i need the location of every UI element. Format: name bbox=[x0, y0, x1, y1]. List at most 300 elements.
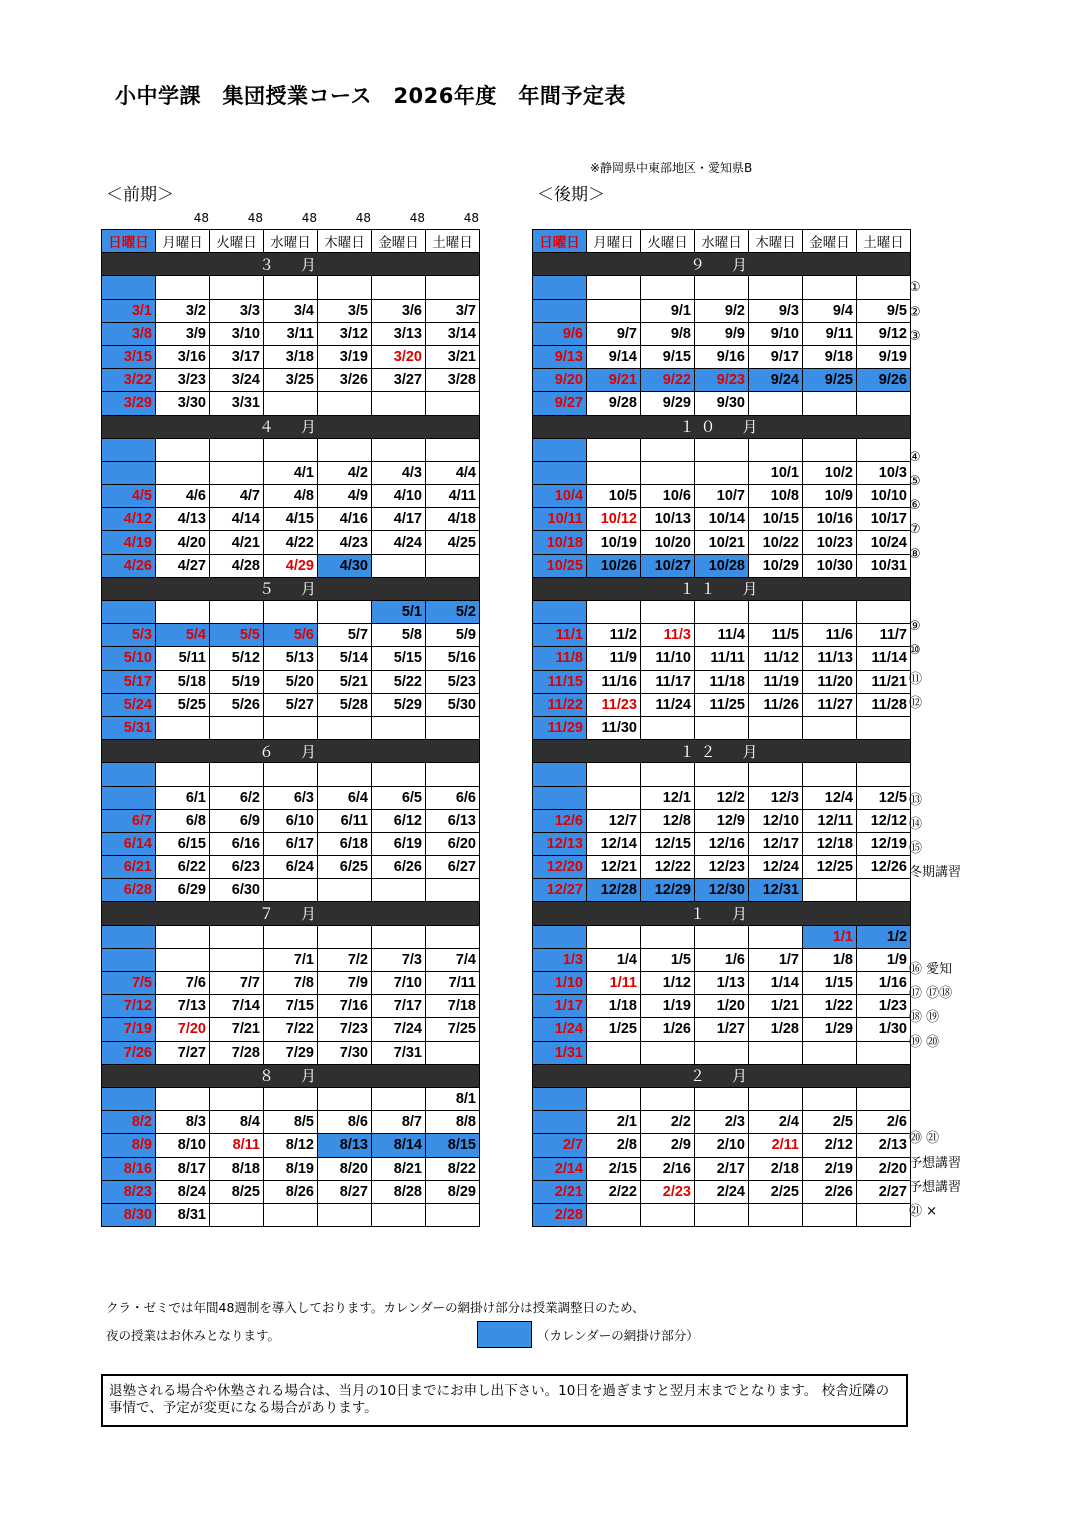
day-cell-sun bbox=[102, 601, 156, 624]
day-cell-fri: 4/17 bbox=[372, 508, 426, 531]
second-half-label: ＜後期＞ bbox=[537, 185, 605, 205]
week-note: ⑳ ㉑ bbox=[909, 1131, 940, 1147]
week-row bbox=[533, 345, 911, 368]
day-cell-fri: 1/29 bbox=[803, 1018, 857, 1041]
day-cell-fri: 10/9 bbox=[803, 485, 857, 508]
day-cell-sun bbox=[533, 461, 587, 484]
week-row bbox=[533, 369, 911, 392]
day-cell-fri: 5/29 bbox=[372, 693, 426, 716]
day-cell-mon: 9/28 bbox=[587, 392, 641, 415]
day-cell-sat bbox=[426, 879, 480, 902]
day-cell-mon: 8/3 bbox=[156, 1111, 210, 1134]
day-cell-sun: 12/6 bbox=[533, 809, 587, 832]
day-cell-fri: 9/4 bbox=[803, 299, 857, 322]
day-cell-mon: 2/22 bbox=[587, 1180, 641, 1203]
day-cell-wed: 9/23 bbox=[695, 369, 749, 392]
day-cell-wed bbox=[695, 1203, 749, 1226]
day-cell-wed: 7/8 bbox=[264, 972, 318, 995]
weekday-sun: 日曜日 bbox=[533, 230, 587, 253]
day-cell-wed: 2/10 bbox=[695, 1134, 749, 1157]
day-cell-wed: 12/23 bbox=[695, 856, 749, 879]
day-cell-mon: 4/13 bbox=[156, 508, 210, 531]
day-cell-fri bbox=[803, 276, 857, 299]
day-cell-mon bbox=[587, 925, 641, 948]
week-row bbox=[533, 1134, 911, 1157]
weekday-sat: 土曜日 bbox=[426, 230, 480, 253]
day-cell-tue: 6/16 bbox=[210, 832, 264, 855]
week-row bbox=[533, 531, 911, 554]
day-cell-wed bbox=[695, 925, 749, 948]
week-row bbox=[533, 670, 911, 693]
week-note: 予想講習 bbox=[909, 1179, 962, 1195]
week-row bbox=[102, 508, 480, 531]
week-row bbox=[102, 925, 480, 948]
day-cell-thu: 9/10 bbox=[749, 322, 803, 345]
day-cell-tue: 7/28 bbox=[210, 1041, 264, 1064]
day-cell-fri: 9/18 bbox=[803, 345, 857, 368]
week-row bbox=[533, 438, 911, 461]
week-note: ⑬ bbox=[909, 792, 923, 808]
weekday-mon: 月曜日 bbox=[587, 230, 641, 253]
day-cell-mon: 7/13 bbox=[156, 995, 210, 1018]
week-row bbox=[533, 508, 911, 531]
week-row bbox=[102, 276, 480, 299]
week-row bbox=[102, 670, 480, 693]
day-cell-mon: 11/30 bbox=[587, 716, 641, 739]
week-row bbox=[533, 1203, 911, 1226]
day-cell-fri: 11/13 bbox=[803, 647, 857, 670]
day-cell-thu: 5/21 bbox=[318, 670, 372, 693]
week-row bbox=[533, 786, 911, 809]
day-cell-mon: 1/18 bbox=[587, 995, 641, 1018]
day-cell-thu: 10/8 bbox=[749, 485, 803, 508]
footer-line-2: 夜の授業はお休みとなります。 bbox=[106, 1328, 281, 1343]
day-cell-tue: 2/9 bbox=[641, 1134, 695, 1157]
day-cell-sun: 3/1 bbox=[102, 299, 156, 322]
month-header: ６ 月 bbox=[102, 740, 480, 763]
day-cell-tue bbox=[210, 763, 264, 786]
day-cell-sun bbox=[533, 299, 587, 322]
day-cell-tue bbox=[641, 461, 695, 484]
day-cell-tue: 4/28 bbox=[210, 554, 264, 577]
day-cell-sat: 3/14 bbox=[426, 322, 480, 345]
day-cell-sun: 9/27 bbox=[533, 392, 587, 415]
weekday-mon: 月曜日 bbox=[156, 230, 210, 253]
day-cell-sun: 2/28 bbox=[533, 1203, 587, 1226]
day-cell-sat bbox=[857, 716, 911, 739]
day-cell-sat: 5/30 bbox=[426, 693, 480, 716]
day-cell-thu: 3/26 bbox=[318, 369, 372, 392]
day-cell-fri: 12/18 bbox=[803, 832, 857, 855]
day-cell-thu: 6/4 bbox=[318, 786, 372, 809]
day-cell-tue bbox=[641, 716, 695, 739]
day-cell-sun: 3/29 bbox=[102, 392, 156, 415]
day-cell-wed: 7/15 bbox=[264, 995, 318, 1018]
week-row bbox=[533, 1157, 911, 1180]
day-cell-fri: 12/4 bbox=[803, 786, 857, 809]
day-cell-wed: 10/7 bbox=[695, 485, 749, 508]
day-cell-tue: 5/12 bbox=[210, 647, 264, 670]
week-row bbox=[533, 763, 911, 786]
day-cell-thu: 9/24 bbox=[749, 369, 803, 392]
day-cell-sat: 9/26 bbox=[857, 369, 911, 392]
day-cell-mon: 5/25 bbox=[156, 693, 210, 716]
day-cell-mon: 3/9 bbox=[156, 322, 210, 345]
week-note: ⑪ bbox=[909, 671, 923, 687]
day-cell-wed: 1/13 bbox=[695, 972, 749, 995]
day-cell-sat bbox=[426, 1203, 480, 1226]
day-cell-sun: 11/29 bbox=[533, 716, 587, 739]
day-cell-sun bbox=[102, 948, 156, 971]
day-cell-mon bbox=[587, 1087, 641, 1110]
day-cell-tue: 4/14 bbox=[210, 508, 264, 531]
day-cell-wed: 11/18 bbox=[695, 670, 749, 693]
day-cell-fri: 10/30 bbox=[803, 554, 857, 577]
day-cell-wed: 1/20 bbox=[695, 995, 749, 1018]
week-row bbox=[533, 1018, 911, 1041]
day-cell-thu bbox=[318, 1203, 372, 1226]
day-cell-wed: 1/6 bbox=[695, 948, 749, 971]
first-half-calendar bbox=[101, 229, 480, 1227]
week-row bbox=[102, 485, 480, 508]
day-cell-tue: 11/24 bbox=[641, 693, 695, 716]
day-cell-fri: 7/10 bbox=[372, 972, 426, 995]
week-row bbox=[102, 1157, 480, 1180]
day-cell-mon: 4/27 bbox=[156, 554, 210, 577]
day-cell-sat: 12/5 bbox=[857, 786, 911, 809]
day-cell-sun bbox=[533, 925, 587, 948]
day-cell-mon bbox=[587, 1203, 641, 1226]
day-cell-wed: 5/13 bbox=[264, 647, 318, 670]
day-cell-mon bbox=[156, 276, 210, 299]
week-row bbox=[102, 972, 480, 995]
day-cell-sun: 8/2 bbox=[102, 1111, 156, 1134]
day-cell-wed: 12/2 bbox=[695, 786, 749, 809]
day-cell-sun bbox=[533, 276, 587, 299]
day-cell-sat bbox=[857, 601, 911, 624]
week-row bbox=[102, 461, 480, 484]
day-cell-mon: 9/14 bbox=[587, 345, 641, 368]
day-cell-mon: 4/20 bbox=[156, 531, 210, 554]
week-row bbox=[533, 392, 911, 415]
day-cell-thu: 4/16 bbox=[318, 508, 372, 531]
day-cell-fri: 12/11 bbox=[803, 809, 857, 832]
day-cell-sun: 7/5 bbox=[102, 972, 156, 995]
day-cell-sun: 1/24 bbox=[533, 1018, 587, 1041]
day-cell-thu: 11/26 bbox=[749, 693, 803, 716]
day-cell-fri: 2/12 bbox=[803, 1134, 857, 1157]
week-row bbox=[533, 647, 911, 670]
count-mon: 48 bbox=[193, 211, 209, 225]
day-cell-thu bbox=[749, 1087, 803, 1110]
day-cell-mon: 6/22 bbox=[156, 856, 210, 879]
day-cell-wed: 8/26 bbox=[264, 1180, 318, 1203]
day-cell-thu bbox=[749, 925, 803, 948]
week-row bbox=[102, 809, 480, 832]
day-cell-sat: 5/23 bbox=[426, 670, 480, 693]
weekday-sun: 日曜日 bbox=[102, 230, 156, 253]
day-cell-sun: 8/9 bbox=[102, 1134, 156, 1157]
day-cell-wed: 11/25 bbox=[695, 693, 749, 716]
day-cell-sat: 1/9 bbox=[857, 948, 911, 971]
day-cell-fri: 3/6 bbox=[372, 299, 426, 322]
day-cell-sat: 6/13 bbox=[426, 809, 480, 832]
day-cell-tue bbox=[210, 1203, 264, 1226]
day-cell-fri bbox=[803, 1041, 857, 1064]
day-cell-tue: 3/31 bbox=[210, 392, 264, 415]
day-cell-wed: 5/27 bbox=[264, 693, 318, 716]
day-cell-sat: 8/15 bbox=[426, 1134, 480, 1157]
week-row bbox=[102, 601, 480, 624]
day-cell-mon: 7/6 bbox=[156, 972, 210, 995]
day-cell-tue: 11/3 bbox=[641, 624, 695, 647]
day-cell-mon: 6/1 bbox=[156, 786, 210, 809]
day-cell-fri: 9/11 bbox=[803, 322, 857, 345]
week-note: ③ bbox=[909, 328, 921, 344]
day-cell-fri: 8/21 bbox=[372, 1157, 426, 1180]
day-cell-tue bbox=[210, 276, 264, 299]
day-cell-tue: 10/27 bbox=[641, 554, 695, 577]
week-row bbox=[102, 879, 480, 902]
day-cell-thu: 1/28 bbox=[749, 1018, 803, 1041]
day-cell-wed bbox=[264, 392, 318, 415]
day-cell-sat: 4/18 bbox=[426, 508, 480, 531]
day-cell-wed: 4/29 bbox=[264, 554, 318, 577]
week-row bbox=[533, 485, 911, 508]
day-cell-wed bbox=[695, 461, 749, 484]
first-half-label: ＜前期＞ bbox=[106, 185, 174, 205]
day-cell-thu: 2/18 bbox=[749, 1157, 803, 1180]
week-row bbox=[533, 322, 911, 345]
footer-line-1: クラ・ゼミでは年間48週制を導入しております。カレンダーの網掛け部分は授業調整日のため、 bbox=[106, 1300, 645, 1315]
day-cell-mon: 1/4 bbox=[587, 948, 641, 971]
day-cell-wed: 5/6 bbox=[264, 624, 318, 647]
day-cell-tue: 11/17 bbox=[641, 670, 695, 693]
day-cell-tue: 12/15 bbox=[641, 832, 695, 855]
day-cell-thu: 4/9 bbox=[318, 485, 372, 508]
day-cell-mon bbox=[156, 438, 210, 461]
day-cell-sat bbox=[857, 763, 911, 786]
week-row bbox=[533, 601, 911, 624]
week-note: ⑥ bbox=[909, 498, 921, 514]
week-row bbox=[102, 856, 480, 879]
day-cell-sun: 8/16 bbox=[102, 1157, 156, 1180]
day-cell-thu: 6/25 bbox=[318, 856, 372, 879]
day-cell-thu: 3/12 bbox=[318, 322, 372, 345]
week-row bbox=[102, 1134, 480, 1157]
day-cell-mon: 10/12 bbox=[587, 508, 641, 531]
day-cell-sun: 10/18 bbox=[533, 531, 587, 554]
day-cell-sat: 5/16 bbox=[426, 647, 480, 670]
day-cell-mon bbox=[156, 763, 210, 786]
day-cell-sat bbox=[857, 1203, 911, 1226]
day-cell-mon: 10/5 bbox=[587, 485, 641, 508]
week-row bbox=[533, 1041, 911, 1064]
week-note: 冬期講習 bbox=[909, 865, 962, 881]
day-cell-wed: 9/2 bbox=[695, 299, 749, 322]
day-cell-sat: 8/22 bbox=[426, 1157, 480, 1180]
day-cell-thu: 12/10 bbox=[749, 809, 803, 832]
day-cell-sun: 5/24 bbox=[102, 693, 156, 716]
day-cell-sun: 1/10 bbox=[533, 972, 587, 995]
day-cell-sat: 6/6 bbox=[426, 786, 480, 809]
week-row bbox=[533, 1087, 911, 1110]
day-cell-thu: 3/19 bbox=[318, 345, 372, 368]
day-cell-wed: 2/3 bbox=[695, 1111, 749, 1134]
week-row bbox=[102, 392, 480, 415]
week-note: ② bbox=[909, 304, 921, 320]
day-cell-thu: 5/7 bbox=[318, 624, 372, 647]
day-cell-sun: 7/19 bbox=[102, 1018, 156, 1041]
region-note: ※静岡県中東部地区・愛知県B bbox=[590, 161, 753, 175]
day-cell-wed bbox=[264, 1087, 318, 1110]
day-cell-sun: 5/31 bbox=[102, 716, 156, 739]
day-cell-wed: 12/30 bbox=[695, 879, 749, 902]
day-cell-sat: 5/2 bbox=[426, 601, 480, 624]
day-cell-thu: 10/15 bbox=[749, 508, 803, 531]
day-cell-mon: 5/11 bbox=[156, 647, 210, 670]
week-note: ⑰ ⑰⑱ bbox=[909, 986, 953, 1002]
day-cell-thu: 4/23 bbox=[318, 531, 372, 554]
day-cell-thu bbox=[318, 601, 372, 624]
day-cell-wed: 3/18 bbox=[264, 345, 318, 368]
week-row bbox=[533, 856, 911, 879]
day-cell-sun bbox=[102, 1087, 156, 1110]
day-cell-mon: 9/21 bbox=[587, 369, 641, 392]
day-cell-wed bbox=[264, 925, 318, 948]
week-row bbox=[102, 1203, 480, 1226]
day-cell-fri: 6/5 bbox=[372, 786, 426, 809]
day-cell-thu bbox=[749, 763, 803, 786]
day-cell-thu bbox=[749, 716, 803, 739]
day-cell-tue: 8/25 bbox=[210, 1180, 264, 1203]
weekday-header-row bbox=[102, 230, 480, 253]
day-cell-sat: 3/28 bbox=[426, 369, 480, 392]
week-row bbox=[533, 554, 911, 577]
day-cell-wed: 3/11 bbox=[264, 322, 318, 345]
day-cell-sat: 11/7 bbox=[857, 624, 911, 647]
day-cell-mon: 12/7 bbox=[587, 809, 641, 832]
day-cell-sat: 7/4 bbox=[426, 948, 480, 971]
day-cell-sun bbox=[533, 601, 587, 624]
day-cell-fri: 4/3 bbox=[372, 461, 426, 484]
day-cell-fri bbox=[803, 601, 857, 624]
day-cell-thu: 5/14 bbox=[318, 647, 372, 670]
day-cell-sat: 12/12 bbox=[857, 809, 911, 832]
day-cell-mon: 11/2 bbox=[587, 624, 641, 647]
day-cell-thu bbox=[318, 392, 372, 415]
day-cell-sat: 10/3 bbox=[857, 461, 911, 484]
day-cell-tue: 4/21 bbox=[210, 531, 264, 554]
day-cell-wed: 1/27 bbox=[695, 1018, 749, 1041]
day-cell-sat: 7/18 bbox=[426, 995, 480, 1018]
day-cell-sun bbox=[102, 461, 156, 484]
day-cell-sat: 3/21 bbox=[426, 345, 480, 368]
day-cell-sat: 11/14 bbox=[857, 647, 911, 670]
day-cell-wed: 4/8 bbox=[264, 485, 318, 508]
day-cell-thu: 10/1 bbox=[749, 461, 803, 484]
week-row bbox=[533, 461, 911, 484]
day-cell-wed bbox=[695, 1041, 749, 1064]
day-cell-sun: 6/7 bbox=[102, 809, 156, 832]
day-cell-fri: 4/10 bbox=[372, 485, 426, 508]
day-cell-sat bbox=[857, 879, 911, 902]
day-cell-wed bbox=[264, 276, 318, 299]
day-cell-thu: 1/7 bbox=[749, 948, 803, 971]
week-row bbox=[533, 299, 911, 322]
week-row bbox=[102, 438, 480, 461]
day-cell-mon: 8/24 bbox=[156, 1180, 210, 1203]
day-cell-mon bbox=[587, 763, 641, 786]
day-cell-fri bbox=[803, 1087, 857, 1110]
day-cell-fri: 10/2 bbox=[803, 461, 857, 484]
day-cell-sun: 1/31 bbox=[533, 1041, 587, 1064]
day-cell-sat: 12/19 bbox=[857, 832, 911, 855]
day-cell-sun: 3/8 bbox=[102, 322, 156, 345]
day-cell-wed: 9/9 bbox=[695, 322, 749, 345]
day-cell-thu: 7/23 bbox=[318, 1018, 372, 1041]
day-cell-mon bbox=[156, 461, 210, 484]
day-cell-wed bbox=[264, 716, 318, 739]
day-cell-thu bbox=[749, 276, 803, 299]
day-cell-sat: 10/31 bbox=[857, 554, 911, 577]
day-cell-mon bbox=[587, 276, 641, 299]
day-cell-mon: 3/2 bbox=[156, 299, 210, 322]
day-cell-fri bbox=[372, 879, 426, 902]
day-cell-wed: 9/16 bbox=[695, 345, 749, 368]
day-cell-sat bbox=[426, 554, 480, 577]
day-cell-sun: 10/25 bbox=[533, 554, 587, 577]
day-cell-sun: 6/21 bbox=[102, 856, 156, 879]
day-cell-fri: 12/25 bbox=[803, 856, 857, 879]
day-cell-fri: 1/8 bbox=[803, 948, 857, 971]
week-note: ㉑ × bbox=[909, 1204, 938, 1219]
day-cell-thu: 3/5 bbox=[318, 299, 372, 322]
day-cell-thu: 7/9 bbox=[318, 972, 372, 995]
day-cell-sat: 11/28 bbox=[857, 693, 911, 716]
day-cell-thu bbox=[749, 392, 803, 415]
day-cell-sat bbox=[857, 438, 911, 461]
day-cell-mon bbox=[587, 299, 641, 322]
week-row bbox=[533, 1180, 911, 1203]
day-cell-thu: 6/18 bbox=[318, 832, 372, 855]
day-cell-sun: 4/12 bbox=[102, 508, 156, 531]
day-cell-sun bbox=[533, 438, 587, 461]
week-row bbox=[102, 1018, 480, 1041]
day-cell-fri bbox=[803, 392, 857, 415]
day-cell-fri: 7/17 bbox=[372, 995, 426, 1018]
day-cell-tue: 12/1 bbox=[641, 786, 695, 809]
day-cell-thu: 9/3 bbox=[749, 299, 803, 322]
day-cell-fri: 1/1 bbox=[803, 925, 857, 948]
day-cell-fri bbox=[372, 392, 426, 415]
week-row bbox=[102, 1180, 480, 1203]
day-cell-mon: 10/19 bbox=[587, 531, 641, 554]
day-cell-mon: 6/15 bbox=[156, 832, 210, 855]
day-cell-thu bbox=[749, 601, 803, 624]
day-cell-tue: 5/19 bbox=[210, 670, 264, 693]
day-cell-sun: 12/13 bbox=[533, 832, 587, 855]
week-row bbox=[533, 809, 911, 832]
day-cell-thu bbox=[749, 1041, 803, 1064]
day-cell-wed bbox=[695, 276, 749, 299]
week-row bbox=[102, 345, 480, 368]
day-cell-thu bbox=[318, 1087, 372, 1110]
day-cell-wed: 10/28 bbox=[695, 554, 749, 577]
day-cell-sun bbox=[102, 276, 156, 299]
legend-swatch bbox=[477, 1321, 532, 1348]
day-cell-wed: 7/1 bbox=[264, 948, 318, 971]
